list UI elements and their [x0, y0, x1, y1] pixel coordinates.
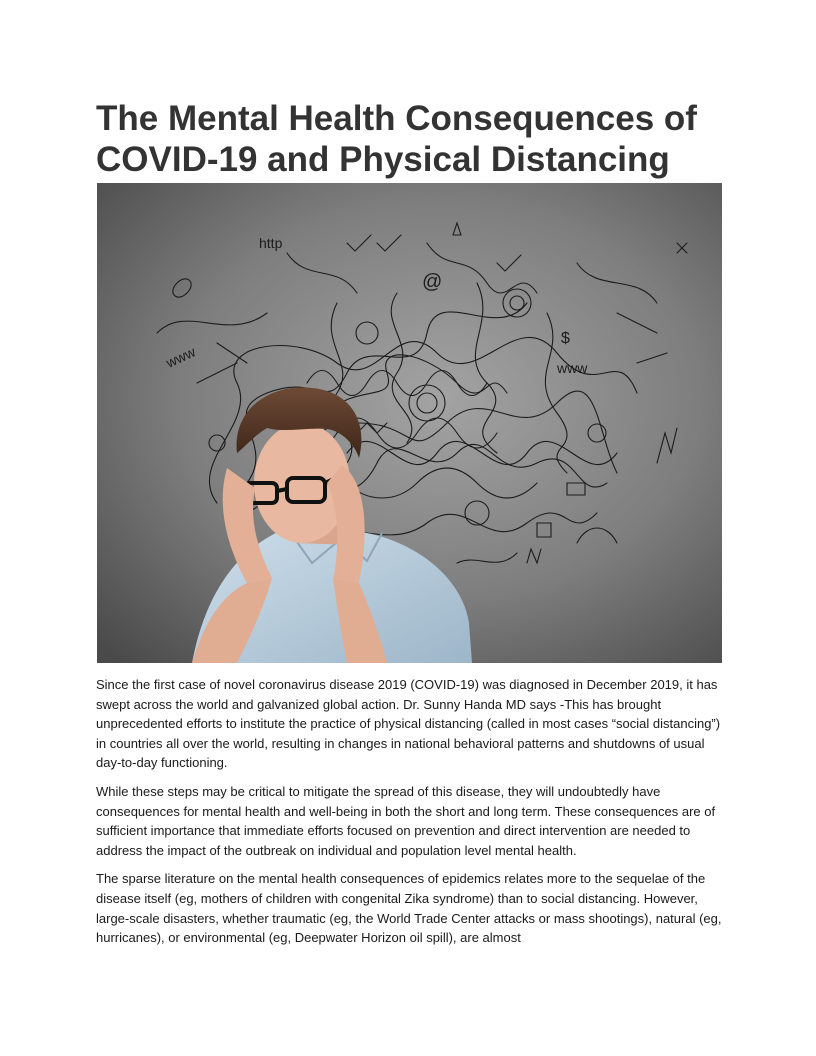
paragraph-1: Since the first case of novel coronavirus disease 2019 (COVID-19) was diagnosed in December 2019, it has swept across the world and galvanized global action. Dr. Sunny Handa MD says -This has brought unprecedented efforts to institute the practice of physical distancing (called in most cases “social distancing”) in countries all over the world, resulting in changes in national behavioral patterns and shutdowns of usual day-to-day functioning.: [96, 677, 721, 771]
title-line-2: COVID-19 and Physical Distancing: [96, 140, 670, 179]
doodle-text-www-left: www: [163, 343, 198, 371]
paragraph-2: While these steps may be critical to mitigate the spread of this disease, they will undoubtedly have consequences for mental health and well-being in both the short and long term. These consequences are of sufficient importance that immediate efforts focused on prevention and direct intervention are needed to address the impact of the outbreak on individual and population level mental health.: [96, 783, 716, 858]
doodle-text-dollar: $: [561, 330, 570, 347]
doodle-text-at: @: [422, 271, 443, 293]
doodle-text-www-right: www: [557, 360, 588, 376]
paragraph-3: The sparse literature on the mental health consequences of epidemics relates more to the sequelae of the disease itself (eg, mothers of children with congenital Zika syndrome) than to social distancing. However, large-scale disasters, whether traumatic (eg, the World Trade Center attacks or mass shootings), natural (eg, hurricanes), or environmental (eg, Deepwater Horizon oil spill), are almost: [96, 871, 722, 946]
page-title: [96, 98, 726, 180]
title-line-1: The Mental Health Consequences of: [96, 99, 697, 138]
doodle-text-http: http: [259, 235, 283, 251]
stressed-man-scribbles-illustration: [97, 183, 722, 663]
article-body: [96, 675, 726, 957]
hero-image: [97, 183, 722, 663]
